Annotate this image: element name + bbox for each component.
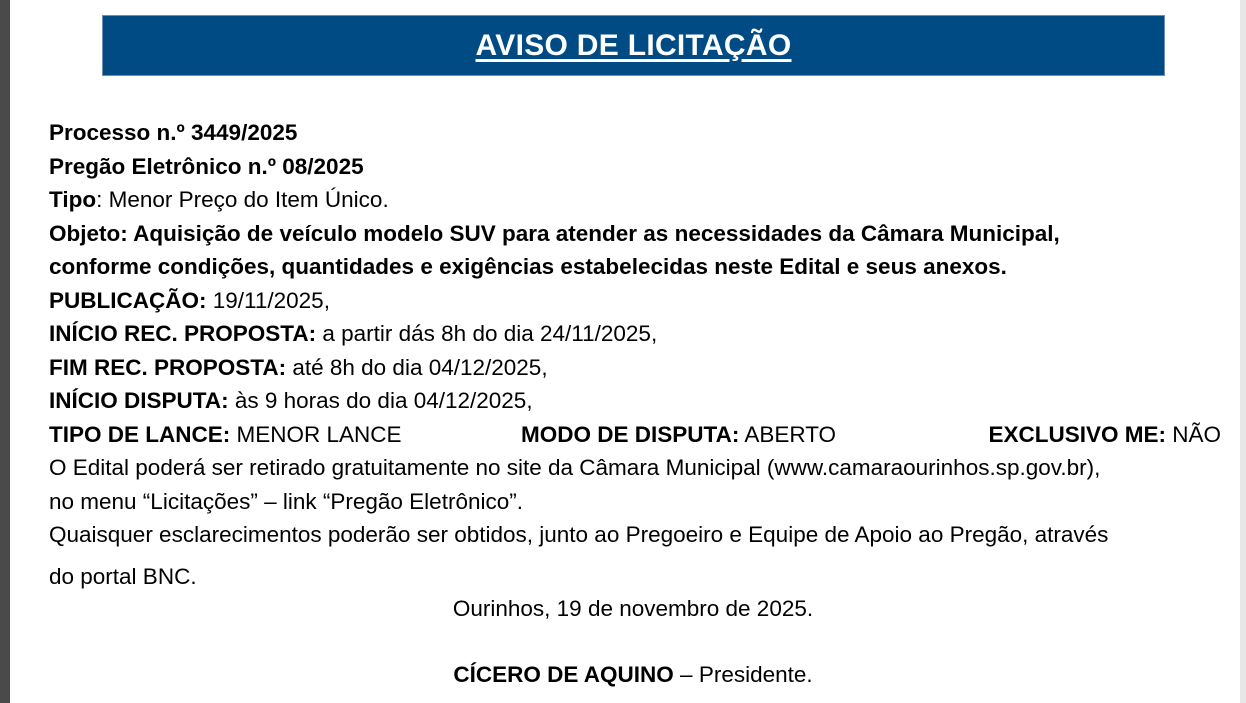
tipo-line (49, 183, 1221, 217)
publicacao-label: PUBLICAÇÃO: (49, 287, 207, 313)
fim-rec-value: até 8h do dia 04/12/2025, (286, 354, 548, 380)
esclarecimentos-line-2: do portal BNC. (49, 563, 197, 589)
edital-line-1: O Edital poderá ser retirado gratuitamente no site da Câmara Municipal (www.camaraourinhos.sp.gov.br), (49, 455, 1101, 480)
processo-line: Processo n.º 3449/2025 (49, 120, 298, 145)
tipo-lance (49, 418, 521, 452)
tipo-label: Tipo (49, 187, 97, 212)
tipo-lance-value: MENOR LANCE (230, 421, 402, 447)
exclusivo-me-label: EXCLUSIVO ME: (988, 421, 1166, 447)
lance-line (49, 418, 1221, 452)
inicio-rec-value: a partir dás 8h do dia 24/11/2025, (316, 321, 658, 346)
edital-line-2: no menu “Licitações” – link “Pregão Eletrônico”. (49, 488, 523, 514)
fim-rec-label: FIM REC. PROPOSTA: (49, 354, 287, 380)
objeto-text-1: Objeto: Aquisição de veículo modelo SUV para atender as necessidades da Câmara Municipal, (49, 220, 1060, 246)
modo-disputa-value: ABERTO (739, 421, 837, 447)
page-title: AVISO DE LICITAÇÃO (475, 28, 792, 62)
notice-body (49, 116, 1221, 593)
modo-disputa (521, 418, 961, 452)
inicio-disputa-line (49, 384, 1221, 418)
exclusivo-me-value: NÃO (1165, 421, 1221, 447)
title-banner (102, 15, 1165, 76)
modo-disputa-label: MODO DE DISPUTA: (521, 421, 740, 447)
objeto-line-1 (49, 217, 1221, 251)
pregao-line: Pregão Eletrônico n.º 08/2025 (49, 153, 364, 179)
publicacao-line (49, 284, 1221, 318)
inicio-disputa-value: às 9 horas do dia 04/12/2025, (228, 388, 533, 413)
place-date: Ourinhos, 19 de novembro de 2025. (452, 596, 814, 621)
publicacao-value: 19/11/2025, (206, 287, 330, 313)
signature-name: CÍCERO DE AQUINO (453, 662, 674, 687)
signature-line (0, 662, 1246, 688)
exclusivo-me (961, 418, 1221, 452)
tipo-lance-label: TIPO DE LANCE: (49, 421, 231, 447)
signature-role: – Presidente. (673, 662, 813, 687)
objeto-line-2: conforme condições, quantidades e exigências estabelecidas neste Edital e seus anexos. (49, 254, 1007, 279)
inicio-rec-label: INÍCIO REC. PROPOSTA: (49, 321, 317, 346)
fim-rec-line (49, 351, 1221, 385)
tipo-value: : Menor Preço do Item Único. (96, 187, 389, 212)
inicio-disputa-label: INÍCIO DISPUTA: (49, 388, 229, 413)
inicio-rec-line (49, 317, 1221, 351)
esclarecimentos-line-1: Quaisquer esclarecimentos poderão ser obtidos, junto ao Pregoeiro e Equipe de Apoio ao Pregão, através (49, 522, 1109, 547)
